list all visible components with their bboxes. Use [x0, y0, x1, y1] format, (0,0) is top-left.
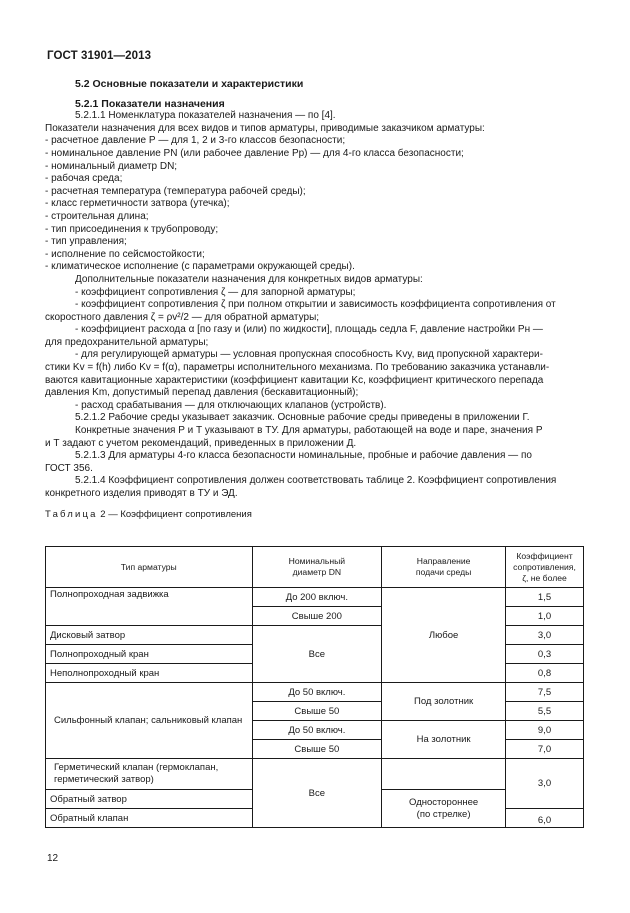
table-row	[46, 759, 584, 790]
cell-coef: 1,0	[506, 607, 584, 626]
list-item-cont: для предохранительной арматуры;	[45, 336, 209, 348]
cell-dn: Все	[252, 626, 382, 683]
subsection-title: 5.2.1 Показатели назначения	[75, 97, 225, 110]
cell-dn: Все	[252, 759, 382, 828]
paragraph: Дополнительные показатели назначения для конкретных видов арматуры:	[75, 273, 423, 285]
cell-direction	[382, 759, 506, 790]
cell-type: Сильфонный клапан; сальниковый клапан	[46, 683, 253, 759]
paragraph-cont: и Т задают с учетом рекомендаций, приведенных в приложении Д.	[45, 437, 357, 449]
cell-dn: Свыше 200	[252, 607, 382, 626]
list-item: - рабочая среда;	[45, 173, 123, 185]
cell-dn: До 50 включ.	[252, 683, 382, 702]
paragraph: 5.2.1.4 Коэффициент сопротивления должен соответствовать таблице 2. Коэффициент сопротивления	[75, 475, 557, 487]
list-item: - исполнение по сейсмостойкости;	[45, 248, 205, 260]
list-item-cont: давления Km, допустимый перепад давления (бескавитационный);	[45, 387, 359, 399]
list-item-cont: скоростного давления ζ = ρv²/2 — для обратной арматуры;	[45, 311, 320, 323]
table-row	[46, 588, 584, 607]
paragraph: 5.2.1.1 Номенклатура показателей назначения — по [4].	[75, 110, 336, 122]
table-row	[46, 683, 584, 702]
cell-coef: 0,3	[506, 645, 584, 664]
cell-type: Дисковый затвор	[46, 626, 253, 645]
section-title: 5.2 Основные показатели и характеристики	[75, 78, 304, 90]
cell-type: Обратный клапан	[46, 809, 253, 828]
list-item: - климатическое исполнение (с параметрами окружающей среды).	[45, 261, 355, 273]
paragraph: Конкретные значения Р и Т указывают в ТУ. Для арматуры, работающей на воде и паре, значения Р	[75, 425, 543, 437]
list-item: - класс герметичности затвора (утечка);	[45, 198, 230, 210]
cell-direction: Любое	[382, 588, 506, 683]
list-item: - коэффициент расхода α [по газу и (или) по жидкости], площадь седла F, давление настройки Рн —	[75, 324, 543, 336]
list-item-cont: стики Kv = f(h) либо Kv = f(α), параметры исполнительного механизма. По требованию заказчика устанавли-	[45, 362, 550, 374]
list-item: - тип присоединения к трубопроводу;	[45, 223, 219, 235]
cell-type: Полнопроходный кран	[46, 645, 253, 664]
cell-direction: Под золотник	[382, 683, 506, 721]
paragraph: 5.2.1.2 Рабочие среды указывает заказчик. Основные рабочие среды приведены в приложении Г.	[75, 412, 530, 424]
cell-dn: До 200 включ.	[252, 588, 382, 607]
document-body	[45, 78, 583, 521]
page-number: 12	[47, 853, 59, 864]
coefficient-table	[45, 546, 584, 828]
cell-coef: 3,0	[506, 626, 584, 645]
col-header-coef: Коэффициент сопротивления, ζ, не более	[506, 547, 584, 588]
table-caption	[45, 509, 583, 522]
list-item: - номинальный диаметр DN;	[45, 160, 178, 172]
cell-dn: До 50 включ.	[252, 721, 382, 740]
list-item: - тип управления;	[45, 236, 127, 248]
list-item: - коэффициент сопротивления ζ при полном открытии и зависимость коэффициента сопротивления от	[75, 299, 556, 311]
paragraph-cont: конкретного изделия приводят в ТУ и ЭД.	[45, 488, 238, 499]
table-caption-word: Таблица	[45, 508, 98, 520]
table-header-row	[46, 547, 584, 588]
cell-type: Неполнопроходный кран	[46, 664, 253, 683]
col-header-type: Тип арматуры	[46, 547, 253, 588]
cell-type: Полнопроходная задвижка	[46, 588, 253, 626]
cell-coef: 1,5	[506, 588, 584, 607]
cell-coef: 9,0	[506, 721, 584, 740]
list-item: - расчетная температура (температура рабочей среды);	[45, 185, 306, 197]
cell-dn: Свыше 50	[252, 702, 382, 721]
cell-coef: 6,0	[506, 809, 584, 828]
cell-dn: Свыше 50	[252, 740, 382, 759]
list-item: - расход срабатывания — для отключающих клапанов (устройств).	[75, 399, 387, 411]
col-header-dn: Номинальный диаметр DN	[252, 547, 382, 588]
cell-coef: 7,5	[506, 683, 584, 702]
table-caption-text: 2 — Коэффициент сопротивления	[100, 508, 252, 520]
paragraph-cont: ГОСТ 356.	[45, 462, 93, 474]
col-header-direction: Направление подачи среды	[382, 547, 506, 588]
list-item: - строительная длина;	[45, 210, 149, 222]
paragraph: Показатели назначения для всех видов и типов арматуры, приводимые заказчиком арматуры:	[45, 122, 485, 134]
cell-coef: 0,8	[506, 664, 584, 683]
paragraph: 5.2.1.3 Для арматуры 4-го класса безопасности номинальные, пробные и рабочие давления — по	[75, 450, 532, 462]
cell-coef: 5,5	[506, 702, 584, 721]
list-item: - расчетное давление Р — для 1, 2 и 3-го классов безопасности;	[45, 135, 346, 147]
document-header: ГОСТ 31901—2013	[47, 50, 152, 62]
list-item: - номинальное давление PN (или рабочее давление Рр) — для 4-го класса безопасности;	[45, 147, 464, 159]
cell-direction: На золотник	[382, 721, 506, 759]
cell-type: Герметический клапан (гермоклапан, герметический затвор)	[46, 759, 253, 790]
list-item: - для регулирующей арматуры — условная пропускная способность Kvy, вид пропускной характери-	[75, 349, 543, 361]
list-item: - коэффициент сопротивления ζ — для запорной арматуры;	[75, 286, 356, 298]
cell-direction: Одностороннее (по стрелке)	[382, 790, 506, 828]
list-item-cont: ваются кавитационные характеристики (коэффициент кавитации Kc, коэффициент критического перепада	[45, 374, 544, 386]
cell-coef: 3,0	[506, 759, 584, 809]
cell-type: Обратный затвор	[46, 790, 253, 809]
cell-coef: 7,0	[506, 740, 584, 759]
